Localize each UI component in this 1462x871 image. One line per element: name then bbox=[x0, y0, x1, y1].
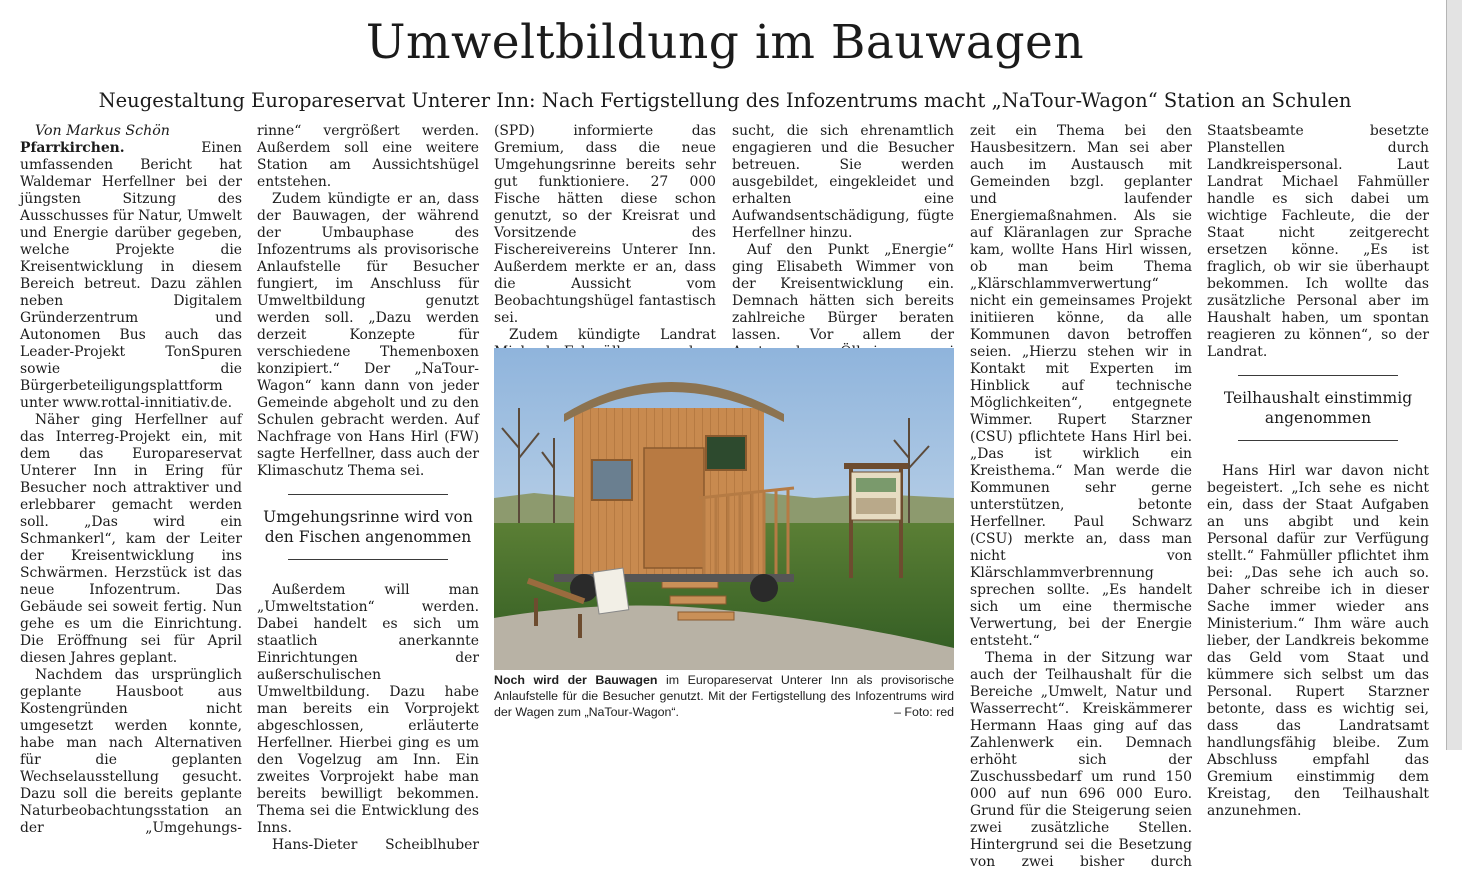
column-6 bbox=[1207, 123, 1429, 820]
paragraph: Thema in der Sitzung war auch der Teilhaushalt für die Bereiche „Umwelt, Natur und Wasserrecht“. Kreiskämmerer Hermann Haas ging auf das Zahlenwerk ein. Demnach erhöht sich der Zuschussbedarf um rund 150 000 auf nun 696 000 Euro. Grund für die Steigerung seien zwei zusätzliche Stellen. Hintergrund sei die Besetzung von zwei bisher durch bbox=[970, 650, 1192, 870]
paragraph: Zudem kündigte er an, dass der Bauwagen, der während der Umbauphase des Infozentrums als provisorische Anlaufstelle für Besucher fungiert, im Anschluss für Umweltbildung genutzt werden soll. „Dazu werden derzeit Konzepte für verschiedene Themenboxen konzipiert.“ Der „NaTour-Wagon“ kann dann von jeder Gemeinde abgeholt und zu den Schulen gebracht werden. Auf Nachfrage von Hans Hirl (FW) sagte Herfellner, dass auch der Klimaschutz Thema sei. bbox=[257, 191, 479, 479]
paragraph: Hans-Dieter Scheiblhuber bbox=[272, 837, 479, 853]
poster-stand bbox=[593, 568, 629, 614]
paragraph: Zudem kündigte Landrat bbox=[509, 327, 716, 343]
byline: Von Markus Schön bbox=[35, 123, 170, 139]
column-5 bbox=[970, 123, 1192, 871]
wagon-door bbox=[644, 448, 704, 568]
column-2 bbox=[257, 123, 479, 854]
wheel bbox=[750, 574, 778, 602]
caption-text: im Europareservat Unterer Inn als provisorische Anlaufstelle für die Besucher genutzt. Mit der Fertigstellung des Infozentrums wird der Wagen zum „NaTour-Wagon“. bbox=[494, 673, 954, 719]
paragraph: Hans Hirl war davon nicht begeistert. „Ich sehe es nicht ein, dass der Staat Aufgaben an uns abgibt und kein Personal dafür zur Verfügung stellt.“ Fahmüller pflichtet ihm bei: „Das sehe ich auch so. Daher schreibe ich in dieser Sache immer wieder ans Ministerium.“ Ihm wäre auch lieber, der Landkreis bekomme das Geld vom Staat und kümmere sich selbst um das Personal. Rupert Starzner betonte, dass es wichtig sei, dass das Landratsamt handlungsfähig bleibe. Zum Abschluss empfahl das Gremium einstimmig dem Kreistag, den Teilhaushalt anzunehmen. bbox=[1207, 463, 1429, 819]
paragraph: Auf den Punkt „Energie“ ging Elisabeth Wimmer von der Kreisentwicklung ein. Demnach hätten sich bereits zahlreiche Bürger beraten lassen. Vor allem der bbox=[732, 242, 954, 343]
photo-illustration bbox=[494, 348, 954, 670]
chalkboard bbox=[706, 436, 746, 470]
section-subhead: Umgehungsrinne wird von den Fischen angenommen bbox=[263, 508, 473, 546]
headline: Umweltbildung im Bauwagen bbox=[365, 15, 1085, 70]
wagon-window bbox=[592, 460, 632, 500]
paragraph: Näher ging Herfellner auf das Interreg-Projekt ein, mit dem das Europareservat Unterer Inn in Ering für Besucher noch attraktiver und erlebbarer gemacht werden soll. „Das wird ein Schmankerl“, kam der Leiter der Kreisentwicklung ins Schwärmen. Herzstück ist das neue Infozentrum. Das Gebäude sei soweit fertig. Nun gehe es um die Einrichtung. Die Eröffnung sei für April diesen Jahres geplant. bbox=[20, 412, 242, 666]
paragraph: rinne“ vergrößert werden. Außerdem soll eine weitere Station am Aussichtshügel entstehen. bbox=[257, 123, 479, 190]
caption-lead: Noch wird der Bauwagen bbox=[494, 673, 658, 687]
page-margin-bar bbox=[1446, 0, 1462, 750]
column-4 bbox=[732, 123, 954, 378]
paragraph: (SPD) informierte das Gremium, dass die neue Umgehungsrinne bereits sehr gut funktioniere. 27 000 Fische hätten diese schon genutzt, so der Kreisrat und Vorsitzende des Fischereivereins Unterer Inn. Außerdem merkte er an, dass die Aussicht vom Beobachtungshügel fantastisch sei. bbox=[494, 123, 716, 326]
dateline: Pfarrkirchen. bbox=[20, 140, 125, 156]
paragraph: Nachdem das ursprünglich geplante Hausboot aus Kostengründen nicht umgesetzt werden konnte, habe man nach Alternativen für die geplanten Wechselausstellung gesucht. Dazu soll die bereits geplante Naturbeobachtungsstation an der „Umgehungs- bbox=[20, 667, 242, 836]
photo-caption bbox=[494, 672, 954, 720]
page-margin-edge bbox=[1446, 0, 1447, 750]
lead-text: Einen umfassenden Bericht hat Waldemar Herfellner bei der jüngsten Sitzung des Ausschusses für Natur, Umwelt und Energie darüber gegeben, welche Projekte die Kreisentwicklung in diesem Bereich betreut. Dazu zählen neben Digitalem Gründerzentrum und Autonomen Bus auch das Leader-Projekt TonSpuren sowie die Bürgerbeteiligungsplattform unter www.rottal-innitiativ.de. bbox=[20, 140, 242, 411]
paragraph: zeit ein Thema bei den Hausbesitzern. Man sei aber auch im Austausch mit Gemeinden bzgl. geplanter und laufender Energiemaßnahmen. Als sie auf Kläranlagen zur Sprache kam, wollte Hans Hirl wissen, ob man beim Thema „Klärschlammverwertung“ nicht ein gemeinsames Projekt initiieren könne, da alle Kommunen davon betroffen seien. „Hierzu stehen wir in Kontakt mit Experten im Hinblick auf technische Möglichkeiten“, entgegnete Wimmer. Rupert Starzner (CSU) pflichtete Hans Hirl bei. „Das ist wirklich ein Kreisthema.“ Man werde die Kommunen sehr gerne unterstützen, betonte Herfellner. Paul Schwarz (CSU) merkte an, dass man nicht von Klärschlammverbrennung sprechen sollte. „Es handelt sich um eine thermische Verwertung, bei der Energie entsteht.“ bbox=[970, 123, 1192, 649]
column-1 bbox=[20, 123, 242, 837]
paragraph: Staatsbeamte besetzte Planstellen durch Landkreispersonal. Laut Landrat Michael Fahmüller handle es sich dabei um wichtige Fachleute, die der Staat nicht zeitgerecht ersetzen könne. „Es ist fraglich, ob wir sie überhaupt bekommen. Ich wollte das zusätzliche Personal aber im Haushalt haben, um spontan reagieren zu können“, so der Landrat. bbox=[1207, 123, 1429, 360]
photo-bauwagen bbox=[494, 348, 954, 670]
paragraph: sucht, die sich ehrenamtlich engagieren und die Besucher betreuen. Sie werden ausgebildet, eingekleidet und erhalten eine Aufwandsentschädigung, fügte Herfellner hinzu. bbox=[732, 123, 954, 241]
paragraph: Außerdem will man „Umweltstation“ werden. Dabei handelt es sich um staatlich anerkannte Einrichtungen der außerschulischen Umweltbildung. Dazu habe man bereits ein Vorprojekt abgeschlossen, erläuterte Herfellner. Hierbei ging es um den Vogelzug am Inn. Ein zweites Vorprojekt habe man bereits bewilligt bekommen. Thema sei die Entwicklung des Inns. bbox=[257, 582, 479, 836]
paragraph bbox=[20, 140, 242, 412]
photo-credit: – Foto: red bbox=[894, 705, 954, 719]
section-subhead: Teilhaushalt einstimmig angenommen bbox=[1223, 389, 1413, 427]
subheadline: Neugestaltung Europareservat Unterer Inn: Nach Fertigstellung des Infozentrums macht „NaTour-Wagon“ Station an Schulen bbox=[98, 89, 1352, 112]
